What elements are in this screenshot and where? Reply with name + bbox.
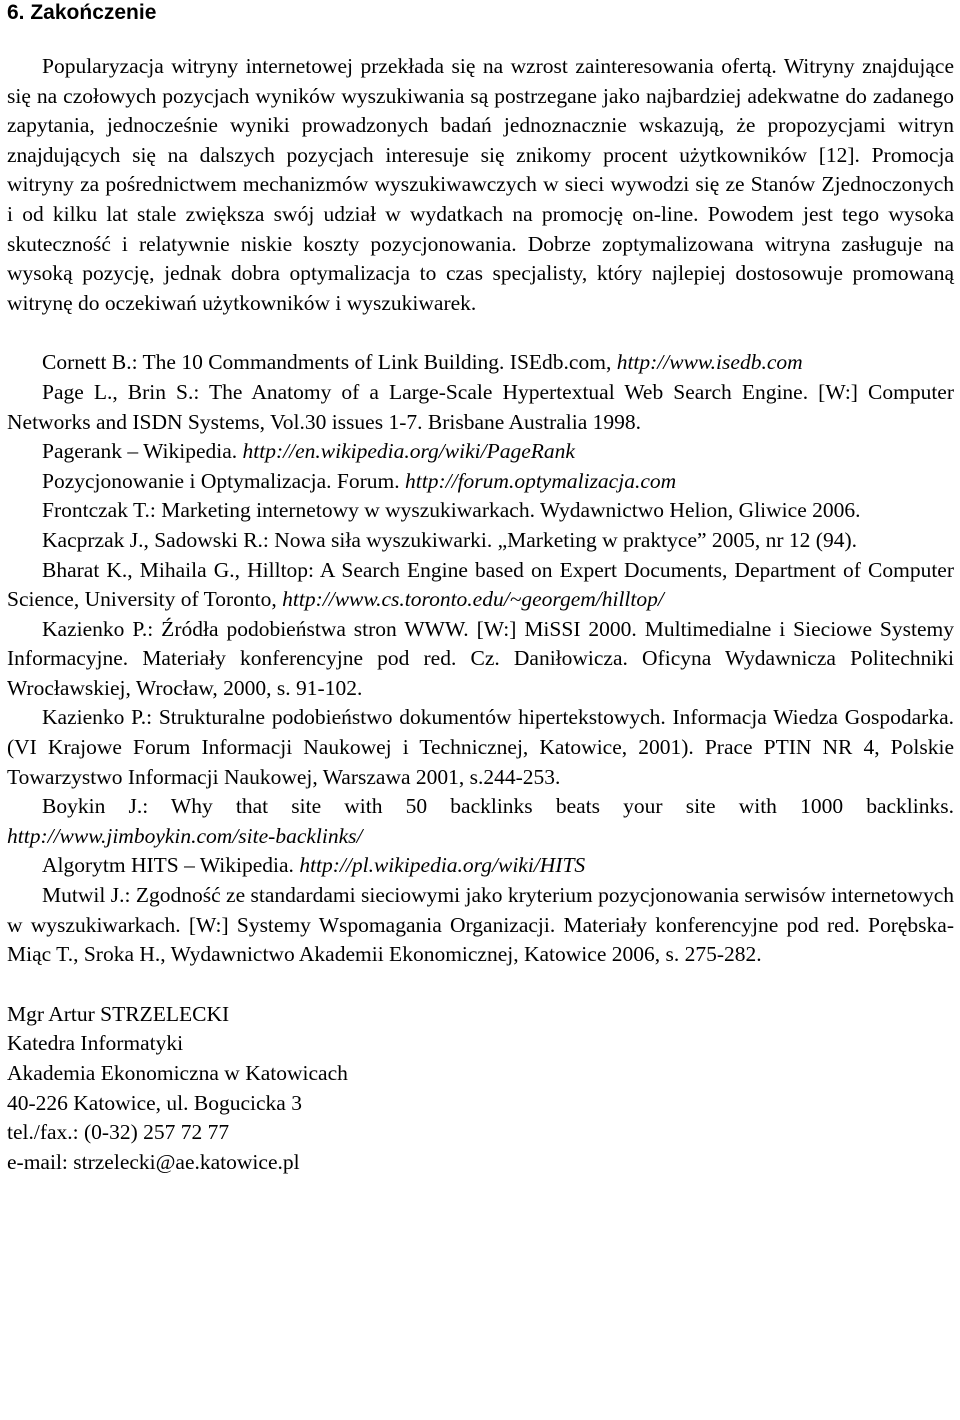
reference-text: Pozycjonowanie i Optymalizacja. Forum. <box>42 468 406 493</box>
document-page <box>7 0 954 1177</box>
reference-text: Bharat K., Mihaila G., Hilltop: A Search Engine based on Expert Documents, Department of Computer Science, University of Toronto, <box>7 557 954 612</box>
reference-item <box>7 496 954 526</box>
references-list <box>7 348 954 969</box>
author-name: Mgr Artur STRZELECKI <box>7 1001 230 1026</box>
reference-text: Boykin J.: Why that site with 50 backlinks beats your site with 1000 backlinks. <box>42 794 954 819</box>
author-phone: tel./fax.: (0-32) 257 72 77 <box>7 1120 230 1145</box>
reference-item <box>7 348 954 378</box>
reference-text: Cornett B.: The 10 Commandments of Link Building. ISEdb.com, <box>42 350 617 375</box>
reference-text: Kazienko P.: Strukturalne podobieństwo dokumentów hipertekstowych. Informacja Wiedza Gospodarka. (VI Krajowe Forum Informacji Naukowej i Technicznej, Katowice, 2001). Prace PTIN NR 4, Polskie Towarzystwo Informacji Naukowej, Warszawa 2001, s.244-253. <box>7 705 954 789</box>
reference-text: Pagerank – Wikipedia. <box>42 439 243 464</box>
reference-item <box>7 703 954 792</box>
author-contact-block <box>7 1000 954 1178</box>
author-email: e-mail: strzelecki@ae.katowice.pl <box>7 1149 300 1174</box>
reference-text: Page L., Brin S.: The Anatomy of a Large-Scale Hypertextual Web Search Engine. [W:] Computer Networks and ISDN Systems, Vol.30 issues 1-7. Brisbane Australia 1998. <box>7 379 954 434</box>
reference-item <box>7 851 954 881</box>
author-department: Katedra Informatyki <box>7 1031 184 1056</box>
section-title: 6. Zakończenie <box>7 1 157 24</box>
reference-item <box>7 437 954 467</box>
reference-url[interactable]: http://pl.wikipedia.org/wiki/HITS <box>299 853 586 878</box>
reference-item <box>7 526 954 556</box>
reference-url[interactable]: http://en.wikipedia.org/wiki/PageRank <box>242 439 575 464</box>
author-institution: Akademia Ekonomiczna w Katowicach <box>7 1061 348 1085</box>
reference-item <box>7 615 954 704</box>
reference-text: Kacprzak J., Sadowski R.: Nowa siła wyszukiwarki. „Marketing w praktyce” 2005, nr 12 (94). <box>42 527 858 552</box>
reference-url[interactable]: http://www.isedb.com <box>616 350 803 375</box>
reference-item <box>7 378 954 437</box>
reference-text: Algorytm HITS – Wikipedia. <box>42 853 300 878</box>
reference-url[interactable]: http://www.jimboykin.com/site-backlinks/ <box>7 823 363 848</box>
reference-item <box>7 792 954 851</box>
reference-item <box>7 556 954 615</box>
author-address: 40-226 Katowice, ul. Bogucicka 3 <box>7 1090 302 1115</box>
intro-paragraph: Popularyzacja witryny internetowej przekłada się na wzrost zainteresowania ofertą. Witryny znajdujące się na czołowych pozycjach wyników wyszukiwania są postrzegane jako najbardziej adekwatne do zadanego zapytania, jednocześnie wyniki prowadzonych badań jednoznacznie wskazują, że propozycjami witryn znajdujących się na dalszych pozycjach interesuje się znikomy procent użytkowników [12]. Promocja witryny za pośrednictwem mechanizmów wyszukiwawczych w sieci wywodzi się ze Stanów Zjednoczonych i od kilku lat stale zwiększa swój udział w wydatkach na promocję on-line. Powodem jest tego wysoka skuteczność i relatywnie niskie koszty pozycjonowania. Dobrze zoptymalizowana witryna zasługuje na wysoką pozycję, jednak dobra optymalizacja to czas specjalisty, który najlepiej dostosowuje promowaną witrynę do oczekiwań użytkowników i wyszukiwarek. <box>7 54 954 315</box>
reference-text: Frontczak T.: Marketing internetowy w wyszukiwarkach. Wydawnictwo Helion, Gliwice 2006. <box>42 498 861 523</box>
reference-item <box>7 467 954 497</box>
reference-item <box>7 881 954 970</box>
reference-url[interactable]: http://forum.optymalizacja.com <box>405 468 677 493</box>
reference-url[interactable]: http://www.cs.toronto.edu/~georgem/hilltop/ <box>282 587 664 612</box>
reference-text: Kazienko P.: Źródła podobieństwa stron WWW. [W:] MiSSI 2000. Multimedialne i Sieciowe Systemy Informacyjne. Materiały konferencyjne pod red. Cz. Daniłowicza. Oficyna Wydawnicza Politechniki Wrocławskiej, Wrocław, 2000, s. 91-102. <box>7 616 954 700</box>
reference-text: Mutwil J.: Zgodność ze standardami sieciowymi jako kryterium pozycjonowania serwisów internetowych w wyszukiwarkach. [W:] Systemy Wspomagania Organizacji. Materiały konferencyjne pod red. Porębska-Miąc T., Sroka H., Wydawnictwo Akademii Ekonomicznej, Katowice 2006, s. 275-282. <box>7 883 954 967</box>
